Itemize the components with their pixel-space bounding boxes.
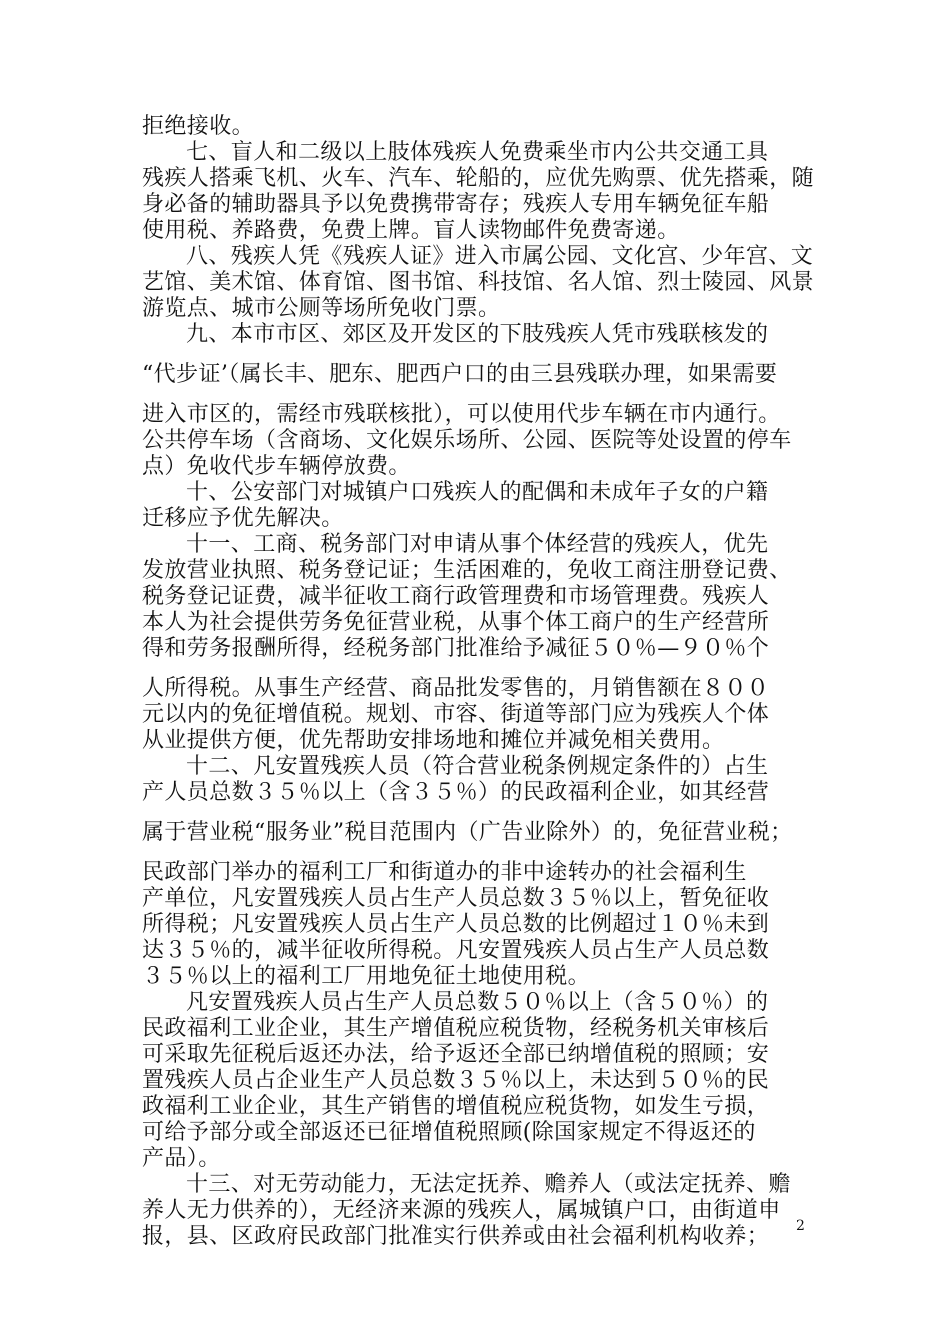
text-line: 产人员总数３５％以上（含３５％）的民政福利企业，如其经营 xyxy=(142,780,770,805)
text-line: 达３５％的，减半征收所得税。凡安置残疾人员占生产人员总数 xyxy=(142,938,770,963)
text-line: 游览点、城市公厕等场所免收门票。 xyxy=(142,296,501,321)
text-line: 迁移应予优先解决。 xyxy=(142,506,344,531)
text-line: 可给予部分或全部返还已征增值税照顾(除国家规定不得返还的 xyxy=(142,1120,756,1145)
page-number: 2 xyxy=(796,1218,805,1234)
text-line: 七、盲人和二级以上肢体残疾人免费乘坐市内公共交通工具 xyxy=(186,140,769,165)
text-line: 十一、工商、税务部门对申请从事个体经营的残疾人，优先 xyxy=(186,532,769,557)
text-line: 属于营业税“服务业”税目范围内（广告业除外）的，免征营业税； xyxy=(142,820,793,845)
text-line: 产单位，凡安置残疾人员占生产人员总数３５％以上，暂免征收 xyxy=(142,886,770,911)
text-line: 八、残疾人凭《残疾人证》进入市属公园、文化宫、少年宫、文 xyxy=(186,244,814,269)
text-line: 养人无力供养的），无经济来源的残疾人，属城镇户口，由街道申 xyxy=(142,1198,781,1223)
text-line: 点）免收代步车辆停放费。 xyxy=(142,454,411,479)
text-line: 政福利工业企业，其生产销售的增值税应税货物，如发生亏损， xyxy=(142,1094,770,1119)
text-line: 所得税；凡安置残疾人员占生产人员总数的比例超过１０％未到 xyxy=(142,912,770,937)
text-line: “代步证’（属长丰、肥东、肥西户口的由三县残联办理，如果需要 xyxy=(142,362,778,387)
text-line: 从业提供方便，优先帮助安排场地和摊位并减免相关费用。 xyxy=(142,728,725,753)
text-line: 民政福利工业企业，其生产增值税应税货物，经税务机关审核后 xyxy=(142,1016,770,1041)
text-line: 元以内的免征增值税。规划、市容、街道等部门应为残疾人个体 xyxy=(142,702,770,727)
text-line: 得和劳务报酬所得，经税务部门批准给予减征５０％—９０％个 xyxy=(142,636,770,661)
text-line: 凡安置残疾人员占生产人员总数５０％以上（含５０％）的 xyxy=(186,990,769,1015)
body-text xyxy=(142,114,822,1250)
text-line: 进入市区的，需经市残联核批），可以使用代步车辆在市内通行。 xyxy=(142,402,781,427)
text-line: 民政部门举办的福利工厂和街道办的非中途转办的社会福利生 xyxy=(142,860,747,885)
text-line: 本人为社会提供劳务免征营业税，从事个体工商户的生产经营所 xyxy=(142,610,770,635)
text-line: 使用税、养路费，免费上牌。盲人读物邮件免费寄递。 xyxy=(142,218,680,243)
text-line: 公共停车场（含商场、文化娱乐场所、公园、医院等处设置的停车 xyxy=(142,428,792,453)
text-line: 产品）。 xyxy=(142,1146,221,1171)
text-line: 身必备的辅助器具予以免费携带寄存；残疾人专用车辆免征车船 xyxy=(142,192,770,217)
text-line: 置残疾人员占企业生产人员总数３５％以上，未达到５０％的民 xyxy=(142,1068,770,1093)
text-line: 十二、凡安置残疾人员（符合营业税条例规定条件的）占生 xyxy=(186,754,769,779)
text-line: 税务登记证费，减半征收工商行政管理费和市场管理费。残疾人 xyxy=(142,584,770,609)
text-line: 艺馆、美术馆、体育馆、图书馆、科技馆、名人馆、烈士陵园、风景 xyxy=(142,270,815,295)
text-line: 十三、对无劳动能力，无法定抚养、赡养人（或法定抚养、赡 xyxy=(186,1172,791,1197)
text-line: 九、本市市区、郊区及开发区的下肢残疾人凭市残联核发的 xyxy=(186,322,769,347)
text-line: 拒绝接收。 xyxy=(142,114,255,139)
text-line: 十、公安部门对城镇户口残疾人的配偶和未成年子女的户籍 xyxy=(186,480,769,505)
text-line: 人所得税。从事生产经营、商品批发零售的，月销售额在８００ xyxy=(142,676,770,701)
text-line: 发放营业执照、税务登记证；生活困难的，免收工商注册登记费、 xyxy=(142,558,792,583)
text-line: 可采取先征税后返还办法，给予返还全部已纳增值税的照顾；安 xyxy=(142,1042,770,1067)
text-line: ３５％以上的福利工厂用地免征土地使用税。 xyxy=(142,964,591,989)
text-line: 报，县、区政府民政部门批准实行供养或由社会福利机构收养； xyxy=(142,1224,770,1249)
text-line: 残疾人搭乘飞机、火车、汽车、轮船的，应优先购票、优先搭乘，随 xyxy=(142,166,815,191)
